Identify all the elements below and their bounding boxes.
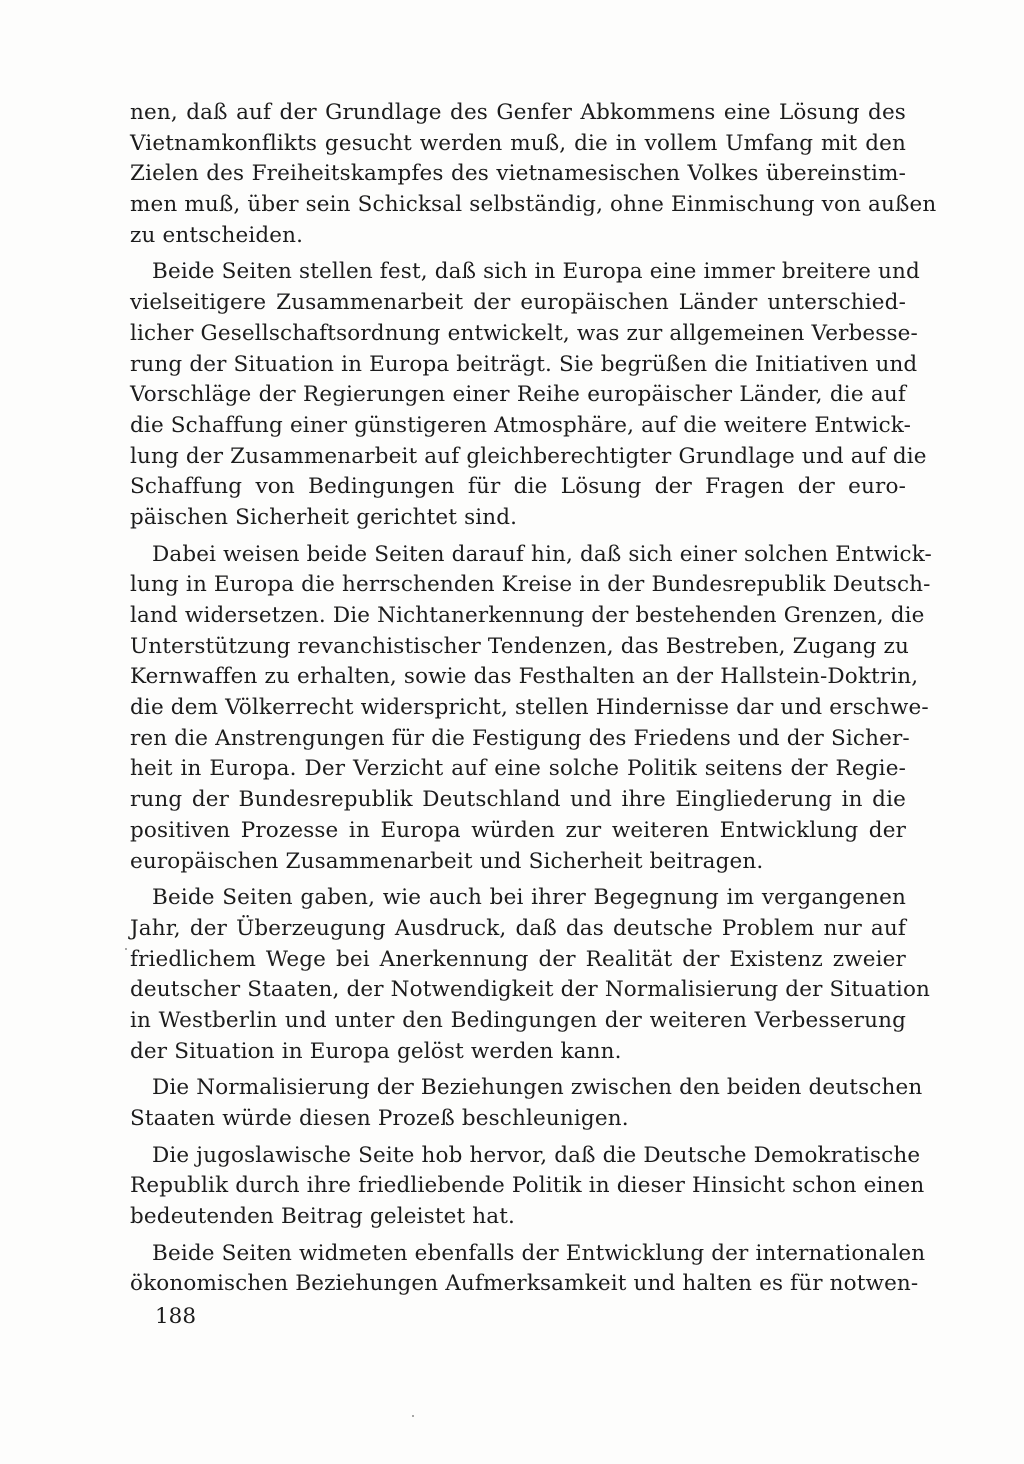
text-line: die dem Völkerrecht widerspricht, stellen Hindernisse dar und erschwe-: [130, 695, 929, 721]
text-line: Beide Seiten gaben, wie auch bei ihrer Begegnung im vergangenen: [152, 885, 906, 911]
text-line: ren die Anstrengungen für die Festigung des Friedens und der Sicher-: [130, 725, 910, 751]
text-line: positiven Prozesse in Europa würden zur weiteren Entwicklung der: [130, 817, 906, 843]
paragraph-4: [130, 883, 931, 1067]
paragraph-5: [130, 1073, 923, 1134]
text-line: Unterstützung revanchistischer Tendenzen, das Bestreben, Zugang zu: [130, 633, 909, 659]
text-line: Staaten würde diesen Prozeß beschleunigen.: [130, 1106, 629, 1131]
text-line: nen, daß auf der Grundlage des Genfer Abkommens eine Lösung des: [130, 100, 906, 125]
text-line: Republik durch ihre friedliebende Politik in dieser Hinsicht schon einen: [130, 1173, 925, 1199]
text-line: bedeutenden Beitrag geleistet hat.: [130, 1204, 516, 1230]
body-text: [130, 98, 937, 1306]
text-line: Schaffung von Bedingungen für die Lösung der Fragen der euro-: [130, 474, 906, 500]
text-line: deutscher Staaten, der Notwendigkeit der Normalisierung der Situation: [130, 977, 931, 1003]
scan-speck: [412, 1415, 414, 1417]
paragraph-2: [130, 257, 927, 533]
text-line: Vietnamkonflikts gesucht werden muß, die in vollem Umfang mit den: [130, 130, 906, 156]
text-line: ökonomischen Beziehungen Aufmerksamkeit und halten es für notwen-: [130, 1271, 919, 1297]
text-line: rung der Situation in Europa beiträgt. Sie begrüßen die Initiativen und: [130, 351, 918, 377]
text-line: der Situation in Europa gelöst werden kann.: [130, 1038, 622, 1064]
text-line: europäischen Zusammenarbeit und Sicherheit beitragen.: [130, 848, 764, 874]
text-line: rung der Bundesrepublik Deutschland und ihre Eingliederung in die: [130, 787, 906, 813]
text-line: Jahr, der Überzeugung Ausdruck, daß das deutsche Problem nur auf: [130, 915, 906, 941]
text-line: Dabei weisen beide Seiten darauf hin, daß sich einer solchen Entwick-: [152, 541, 932, 567]
scan-speck: [125, 948, 127, 950]
page-number: 188: [155, 1304, 197, 1329]
text-line: heit in Europa. Der Verzicht auf eine solche Politik seitens der Regie-: [130, 756, 906, 782]
text-line: die Schaffung einer günstigeren Atmosphäre, auf die weitere Entwick-: [130, 412, 912, 438]
paragraph-7: [130, 1239, 926, 1300]
text-line: Die jugoslawische Seite hob hervor, daß die Deutsche Demokratische: [152, 1142, 921, 1168]
text-line: in Westberlin und unter den Bedingungen der weiteren Verbesserung: [130, 1007, 906, 1033]
text-line: päischen Sicherheit gerichtet sind.: [130, 504, 518, 530]
text-line: Kernwaffen zu erhalten, sowie das Festhalten an der Hallstein-Doktrin,: [130, 664, 919, 690]
text-line: zu entscheiden.: [130, 222, 304, 248]
paragraph-3: [130, 540, 932, 878]
text-line: Zielen des Freiheitskampfes des vietnamesischen Volkes übereinstim-: [130, 161, 906, 187]
text-line: lung der Zusammenarbeit auf gleichberechtigter Grundlage und auf die: [130, 443, 927, 469]
text-line: lung in Europa die herrschenden Kreise in der Bundesrepublik Deutsch-: [130, 572, 931, 598]
text-line: vielseitigere Zusammenarbeit der europäischen Länder unterschied-: [130, 290, 906, 316]
text-line: land widersetzen. Die Nichtanerkennung der bestehenden Grenzen, die: [130, 603, 925, 628]
text-line: Beide Seiten widmeten ebenfalls der Entwicklung der internationalen: [152, 1240, 926, 1266]
text-line: Die Normalisierung der Beziehungen zwischen den beiden deutschen: [152, 1075, 923, 1101]
text-line: licher Gesellschaftsordnung entwickelt, was zur allgemeinen Verbesse-: [130, 320, 918, 346]
text-line: friedlichem Wege bei Anerkennung der Realität der Existenz zweier: [130, 946, 906, 972]
text-line: Beide Seiten stellen fest, daß sich in Europa eine immer breitere und: [152, 259, 920, 285]
text-line: Vorschläge der Regierungen einer Reihe europäischer Länder, die auf: [130, 382, 906, 408]
paragraph-1: [130, 98, 937, 251]
paragraph-6: [130, 1141, 925, 1233]
text-line: men muß, über sein Schicksal selbständig, ohne Einmischung von außen: [130, 192, 937, 218]
